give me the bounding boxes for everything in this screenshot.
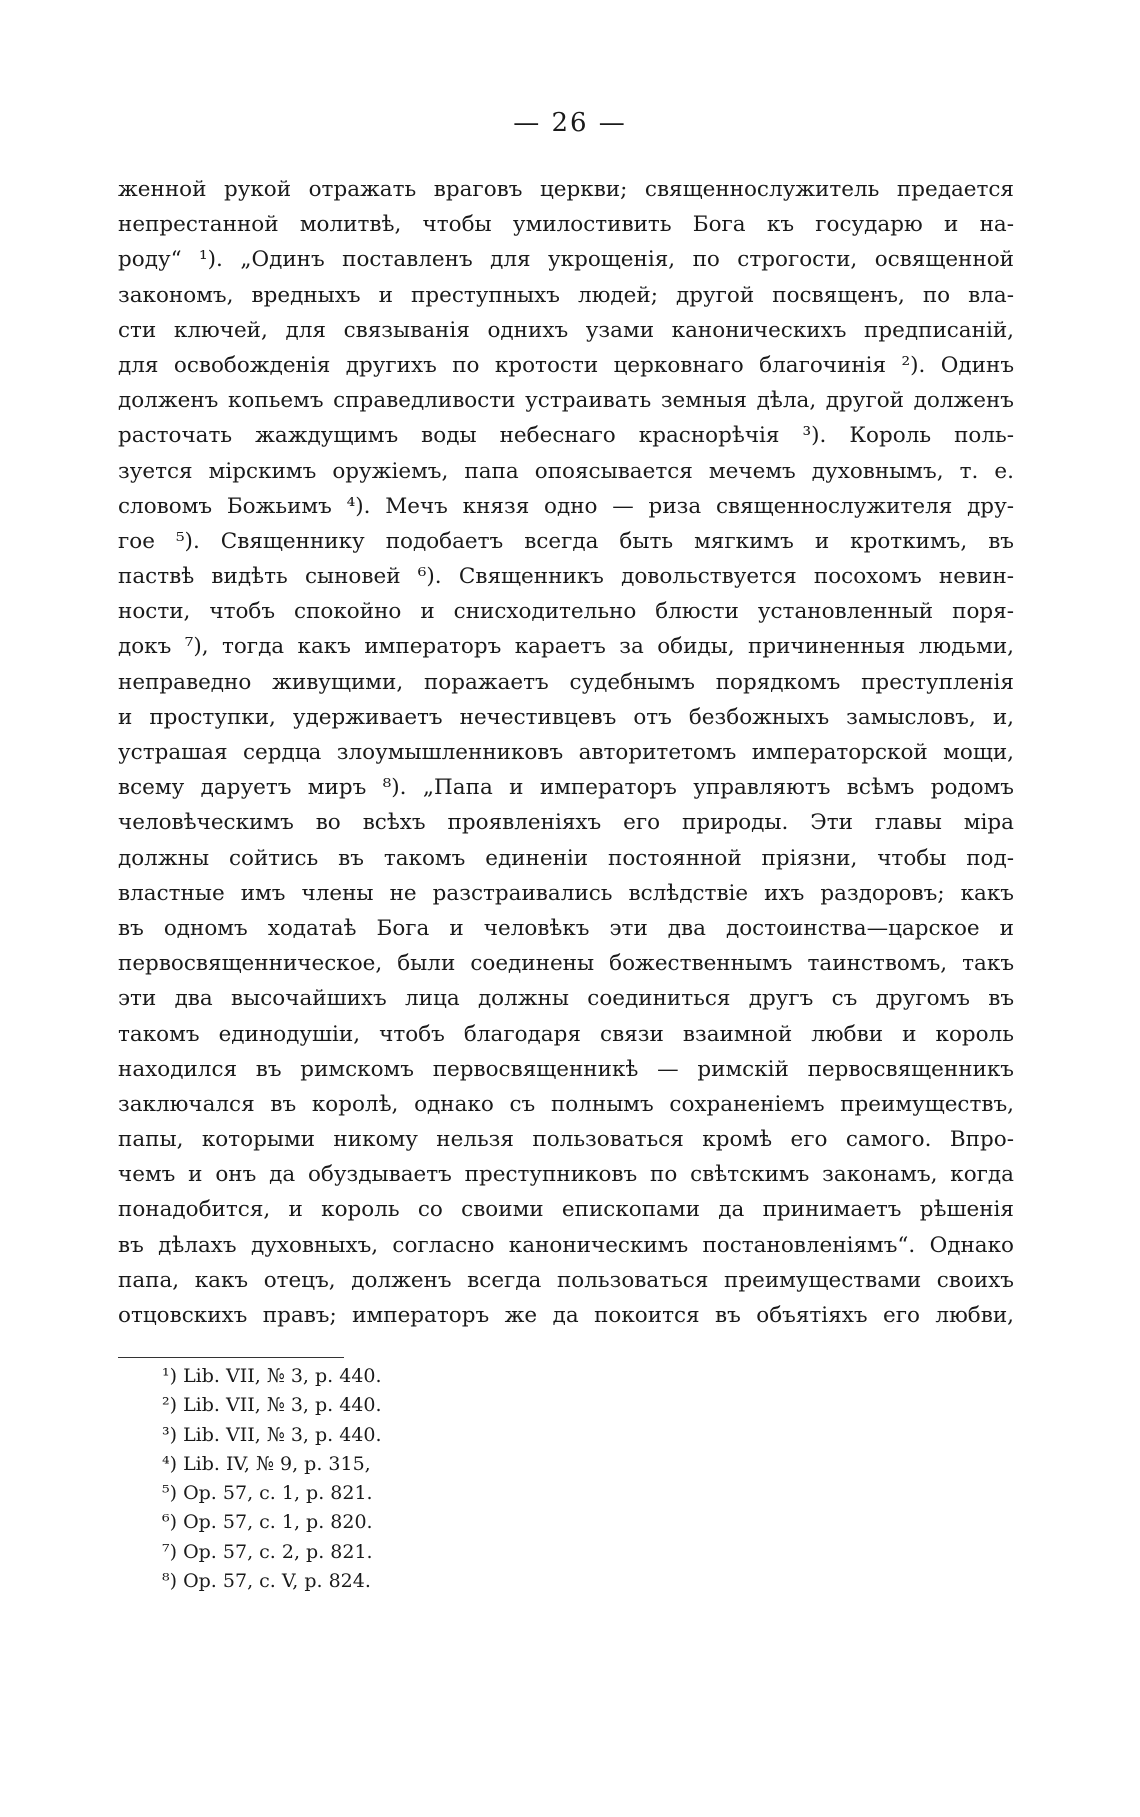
footnote: ⁵) Op. 57, c. 1, p. 821. bbox=[162, 1482, 373, 1505]
text-line: властные имъ члены не разстраивались вслѣдствіе ихъ раздоровъ; какъ bbox=[118, 880, 1014, 906]
text-line: докъ ⁷), тогда какъ императоръ караетъ за обиды, причиненныя людьми, bbox=[118, 634, 1014, 660]
text-line: должны сойтись въ такомъ единеніи постоянной пріязни, чтобы под- bbox=[118, 845, 1014, 871]
text-line: эти два высочайшихъ лица должны соединиться другъ съ другомъ въ bbox=[118, 986, 1014, 1012]
text-line: человѣческимъ во всѣхъ проявленіяхъ его природы. Эти главы міра bbox=[118, 810, 1014, 836]
page-number: — 26 — bbox=[513, 108, 627, 138]
text-line: понадобится, и король со своими епископами да принимаетъ рѣшенія bbox=[118, 1197, 1014, 1223]
text-line: неправедно живущими, поражаетъ судебнымъ порядкомъ преступленія bbox=[118, 669, 1014, 695]
text-line: первосвященническое, были соединены божественнымъ таинствомъ, такъ bbox=[118, 951, 1014, 977]
footnote: ³) Lib. VII, № 3, p. 440. bbox=[162, 1423, 382, 1446]
text-line: гое ⁵). Священнику подобаетъ всегда быть мягкимъ и кроткимъ, въ bbox=[118, 528, 1014, 554]
text-line: чемъ и онъ да обуздываетъ преступниковъ по свѣтскимъ законамъ, когда bbox=[118, 1162, 1014, 1188]
body-text bbox=[118, 172, 1014, 1333]
text-line: непрестанной молитвѣ, чтобы умилостивить Бога къ государю и на- bbox=[118, 212, 1014, 238]
text-line: такомъ единодушіи, чтобъ благодаря связи взаимной любви и король bbox=[118, 1021, 1014, 1047]
text-line: роду“ ¹). „Одинъ поставленъ для укрощенія, по строгости, освященной bbox=[118, 247, 1014, 273]
footnote: ⁶) Op. 57, c. 1, p. 820. bbox=[162, 1511, 373, 1534]
text-line: въ дѣлахъ духовныхъ, согласно каноническимъ постановленіямъ“. Однако bbox=[118, 1232, 1014, 1258]
footnote: ⁷) Op. 57, c. 2, p. 821. bbox=[162, 1540, 373, 1563]
text-line: и проступки, удерживаетъ нечестивцевъ отъ безбожныхъ замысловъ, и, bbox=[118, 704, 1014, 730]
text-line: расточать жаждущимъ воды небеснаго краснорѣчія ³). Король поль- bbox=[118, 423, 1014, 449]
text-line: въ одномъ ходатаѣ Бога и человѣкъ эти два достоинства—царское и bbox=[118, 915, 1014, 941]
text-line: долженъ копьемъ справедливости устраивать земныя дѣла, другой долженъ bbox=[118, 388, 1014, 414]
text-line: устрашая сердца злоумышленниковъ авторитетомъ императорской мощи, bbox=[118, 740, 1014, 765]
text-line: для освобожденія другихъ по кротости церковнаго благочинія ²). Одинъ bbox=[118, 352, 1014, 378]
text-line: закономъ, вредныхъ и преступныхъ людей; другой посвященъ, по вла- bbox=[118, 282, 1014, 308]
footnotes bbox=[162, 1362, 562, 1596]
text-line: папа, какъ отецъ, долженъ всегда пользоваться преимуществами своихъ bbox=[118, 1267, 1014, 1293]
text-line: паствѣ видѣть сыновей ⁶). Священникъ довольствуется посохомъ невин- bbox=[118, 564, 1014, 590]
text-line: заключался въ королѣ, однако съ полнымъ сохраненіемъ преимуществъ, bbox=[118, 1091, 1014, 1117]
text-line: словомъ Божьимъ ⁴). Мечъ князя одно — риза священнослужителя дру- bbox=[118, 493, 1014, 519]
footnote-divider bbox=[118, 1357, 344, 1358]
text-line: зуется мірскимъ оружіемъ, папа опоясывается мечемъ духовнымъ, т. е. bbox=[118, 458, 1014, 484]
text-line: сти ключей, для связыванія однихъ узами каноническихъ предписаній, bbox=[118, 317, 1014, 343]
text-line: папы, которыми никому нельзя пользоваться кромѣ его самого. Впро- bbox=[118, 1127, 1014, 1153]
footnote: ⁴) Lib. IV, № 9, p. 315, bbox=[162, 1452, 371, 1475]
text-line: ности, чтобъ спокойно и снисходительно блюсти установленный поря- bbox=[118, 599, 1014, 625]
text-line: всему даруетъ миръ ⁸). „Папа и императоръ управляютъ всѣмъ родомъ bbox=[118, 775, 1014, 801]
footnote: ²) Lib. VII, № 3, p. 440. bbox=[162, 1394, 382, 1417]
text-line: женной рукой отражать враговъ церкви; священнослужитель предается bbox=[118, 177, 1014, 202]
text-line: отцовскихъ правъ; императоръ же да покоится въ объятіяхъ его любви, bbox=[118, 1303, 1014, 1328]
footnote: ¹) Lib. VII, № 3, p. 440. bbox=[162, 1365, 382, 1387]
text-line: находился въ римскомъ первосвященникѣ — римскій первосвященникъ bbox=[118, 1056, 1014, 1082]
footnote: ⁸) Op. 57, c. V, p. 824. bbox=[162, 1570, 371, 1593]
